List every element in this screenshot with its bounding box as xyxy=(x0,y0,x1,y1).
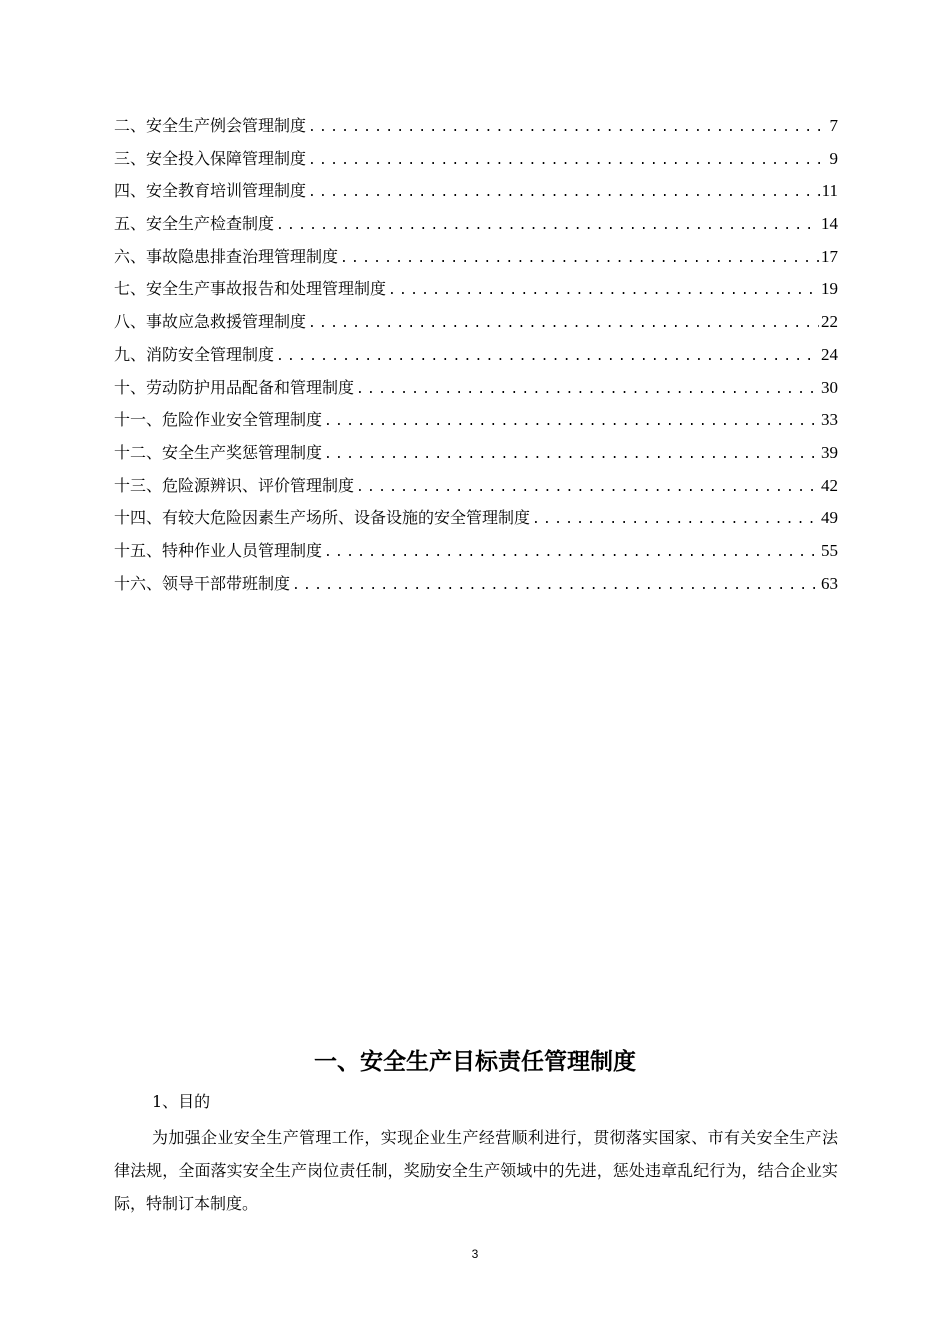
toc-entry[interactable] xyxy=(114,143,838,176)
toc-dot-leader xyxy=(356,374,819,405)
table-of-contents xyxy=(114,110,838,600)
toc-entry-page: 63 xyxy=(821,573,838,593)
toc-entry-title: 十二、安全生产奖惩管理制度 xyxy=(114,442,323,462)
toc-dot-leader xyxy=(292,570,819,601)
toc-entry[interactable] xyxy=(114,339,838,372)
toc-entry[interactable] xyxy=(114,404,838,437)
toc-dot-leader xyxy=(308,177,820,208)
toc-entry-page: 49 xyxy=(821,508,838,528)
toc-entry[interactable] xyxy=(114,535,838,568)
toc-entry-page: 19 xyxy=(821,279,838,299)
toc-entry[interactable] xyxy=(114,437,838,470)
subheading-purpose: 1、目的 xyxy=(152,1092,211,1111)
toc-dot-leader xyxy=(532,504,819,535)
toc-entry[interactable] xyxy=(114,208,838,241)
toc-entry[interactable] xyxy=(114,470,838,503)
toc-dot-leader xyxy=(324,439,819,470)
toc-entry-title: 七、安全生产事故报告和处理管理制度 xyxy=(114,279,387,299)
toc-entry-page: 39 xyxy=(821,442,838,462)
body-paragraph: 为加强企业安全生产管理工作，实现企业生产经营顺利进行，贯彻落实国家、市有关安全生产法律法规，全面落实安全生产岗位责任制，奖励安全生产领域中的先进，惩处违章乱纪行为，结合企业实际，特制订本制度。 xyxy=(114,1128,838,1213)
toc-entry-page: 22 xyxy=(821,312,838,332)
toc-entry-page: 9 xyxy=(829,148,838,168)
toc-entry-page: 33 xyxy=(821,410,838,430)
toc-entry-page: 17 xyxy=(821,246,838,266)
toc-entry-page: 7 xyxy=(829,116,838,135)
toc-entry[interactable] xyxy=(114,110,838,143)
toc-entry-page: 55 xyxy=(821,540,838,560)
toc-entry-title: 三、安全投入保障管理制度 xyxy=(114,148,307,168)
toc-entry-title: 八、事故应急救援管理制度 xyxy=(114,312,307,332)
toc-entry-page: 42 xyxy=(821,475,838,495)
toc-entry[interactable] xyxy=(114,273,838,306)
toc-entry-page: 11 xyxy=(821,181,838,201)
toc-dot-leader xyxy=(340,243,819,274)
toc-entry-title: 十一、危险作业安全管理制度 xyxy=(114,410,323,430)
toc-entry[interactable] xyxy=(114,568,838,601)
toc-entry-title: 十三、危险源辨识、评价管理制度 xyxy=(114,475,355,495)
toc-entry-title: 五、安全生产检查制度 xyxy=(114,214,275,234)
toc-entry-page: 30 xyxy=(821,377,838,397)
toc-entry-title: 十六、领导干部带班制度 xyxy=(114,573,291,593)
toc-dot-leader xyxy=(276,341,819,372)
toc-entry-title: 四、安全教育培训管理制度 xyxy=(114,181,307,201)
toc-entry[interactable] xyxy=(114,372,838,405)
toc-entry-title: 九、消防安全管理制度 xyxy=(114,344,275,364)
toc-entry-title: 十、劳动防护用品配备和管理制度 xyxy=(114,377,355,397)
toc-dot-leader xyxy=(356,472,819,503)
toc-entry-title: 六、事故隐患排查治理管理制度 xyxy=(114,246,339,266)
toc-entry-title: 十四、有较大危险因素生产场所、设备设施的安全管理制度 xyxy=(114,508,531,528)
toc-entry-page: 14 xyxy=(821,214,838,234)
section-heading: 一、安全生产目标责任管理制度 xyxy=(314,1049,636,1075)
toc-entry[interactable] xyxy=(114,502,838,535)
toc-dot-leader xyxy=(324,537,819,568)
toc-entry-page: 24 xyxy=(821,344,838,364)
toc-dot-leader xyxy=(388,275,819,306)
toc-dot-leader xyxy=(324,406,819,437)
toc-dot-leader xyxy=(308,112,827,143)
toc-dot-leader xyxy=(308,308,819,339)
toc-entry[interactable] xyxy=(114,175,838,208)
toc-entry-title: 十五、特种作业人员管理制度 xyxy=(114,540,323,560)
toc-entry-title: 二、安全生产例会管理制度 xyxy=(114,116,307,135)
page-number: 3 xyxy=(471,1247,479,1261)
toc-entry[interactable] xyxy=(114,241,838,274)
toc-entry[interactable] xyxy=(114,306,838,339)
toc-dot-leader xyxy=(276,210,819,241)
toc-dot-leader xyxy=(308,145,827,176)
